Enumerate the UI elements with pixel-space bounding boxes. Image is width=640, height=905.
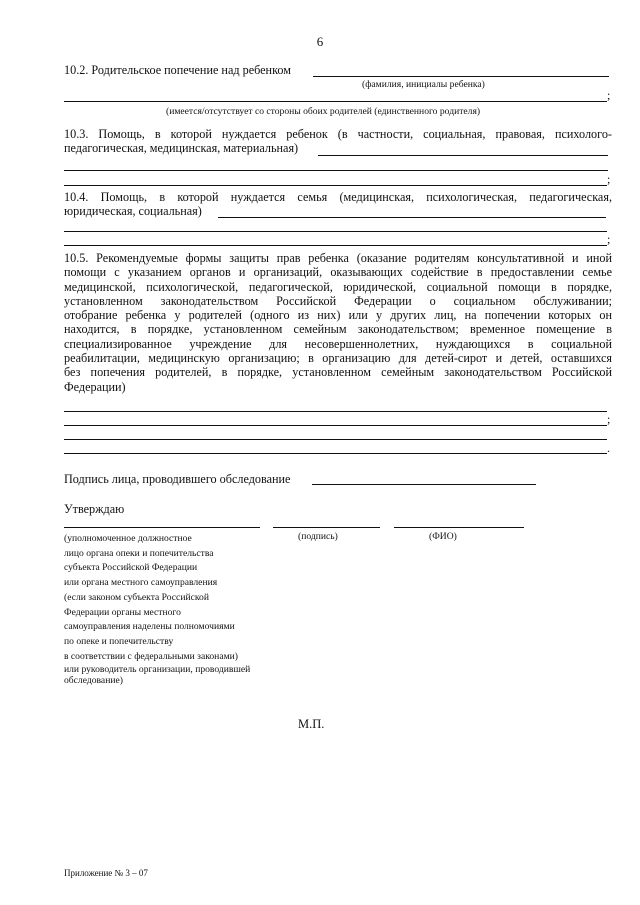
section-10-5-line: без попечения родителей, в порядке, установленном семейным законодательством Российской (64, 365, 612, 380)
official-description-line: Федерации органы местного (64, 606, 181, 618)
section-10-5-line: специализированное учреждение для несовершеннолетних, нуждающихся в социальной (64, 336, 612, 351)
section-10-3 (64, 127, 612, 156)
official-description-line: обследование) (64, 675, 123, 687)
semicolon: ; (607, 88, 611, 102)
child-help-line-3[interactable] (64, 185, 607, 186)
official-fio-line[interactable] (394, 527, 524, 528)
section-10-5-line: 10.5. Рекомендуемые формы защиты прав ребенка (оказание родителям консультативной и иной (64, 251, 612, 265)
official-description-line: в соответствии с федеральными законами) (64, 650, 238, 662)
fio-caption: (ФИО) (429, 531, 457, 542)
footer-annex: Приложение № 3 – 07 (64, 868, 148, 878)
official-description (64, 532, 250, 686)
section-10-3-line-2: педагогическая, медицинская, материальная) (64, 141, 299, 156)
official-line[interactable] (64, 527, 260, 528)
semicolon: ; (607, 172, 611, 186)
family-help-line-3[interactable] (64, 245, 607, 246)
child-help-line-2[interactable] (64, 170, 608, 171)
official-description-line: или органа местного самоуправления (64, 577, 218, 589)
section-10-5-line: медицинской, психологической, педагогической, юридической, социальной помощи в порядке, (64, 279, 612, 294)
official-description-line: (уполномоченное должностное (64, 533, 192, 544)
section-10-4 (64, 190, 612, 219)
signature-label: Подпись лица, проводившего обследование (64, 472, 291, 486)
child-name-line[interactable] (313, 76, 609, 77)
official-description-line: самоуправления наделены полномочиями (64, 621, 235, 633)
approve-title: Утверждаю (64, 502, 125, 516)
stamp-place: М.П. (298, 717, 325, 731)
protection-form-line-2[interactable] (64, 425, 607, 426)
section-10-3-line-1: 10.3. Помощь, в которой нуждается ребенок (в частности, социальная, правовая, психолого- (64, 127, 612, 141)
section-10-5-line: Федерации) (64, 379, 126, 394)
child-name-caption: (фамилия, инициалы ребенка) (362, 79, 485, 90)
section-10-4-line-2: юридическая, социальная) (64, 204, 202, 219)
protection-form-line-1[interactable] (64, 411, 607, 412)
section-10-5-line: находится, в порядке, установленном семейным законодательством; временное помещение в (64, 322, 612, 337)
semicolon: ; (607, 232, 611, 246)
signature-line[interactable] (312, 484, 536, 485)
official-description-line: субъекта Российской Федерации (64, 562, 198, 574)
section-10-5-line: установленном законодательством Российской Федерации о социальном обслуживании; (64, 293, 612, 308)
official-description-line: или руководитель организации, проводившей (64, 664, 251, 676)
section-10-4-line-1: 10.4. Помощь, в которой нуждается семья (медицинская, психологическая, педагогическая, (64, 190, 612, 204)
page-number: 6 (316, 34, 324, 49)
parental-care-caption: (имеется/отсутствует со стороны обоих родителей (единственного родителя) (166, 106, 481, 117)
period: . (607, 441, 610, 455)
child-help-line-1[interactable] (318, 155, 608, 156)
section-10-5-line: реабилитации, медицинскую организацию; в организацию для детей-сирот и детей, оставшихся (64, 351, 612, 366)
official-signature-line[interactable] (273, 527, 380, 528)
official-description-line: (если законом субъекта Российской (64, 591, 209, 603)
semicolon: ; (607, 412, 611, 426)
official-description-line: по опеке и попечительству (64, 635, 174, 647)
family-help-line-2[interactable] (64, 231, 607, 232)
protection-form-line-4[interactable] (64, 453, 607, 454)
section-10-2-label: 10.2. Родительское попечение над ребенком (64, 63, 291, 77)
family-help-line-1[interactable] (218, 217, 606, 218)
parental-care-line[interactable] (64, 101, 607, 102)
section-10-5-line: помощи с указанием органов и организаций, оказывающих содействие в предоставлении семье (64, 265, 612, 280)
official-description-line: лицо органа опеки и попечительства (64, 547, 214, 559)
section-10-5-line: отобрание ребенка у родителей (одного из них) или у других лиц, на попечении которых он (64, 308, 612, 323)
section-10-5 (64, 251, 612, 394)
signature-caption: (подпись) (298, 531, 338, 542)
protection-form-line-3[interactable] (64, 439, 607, 440)
